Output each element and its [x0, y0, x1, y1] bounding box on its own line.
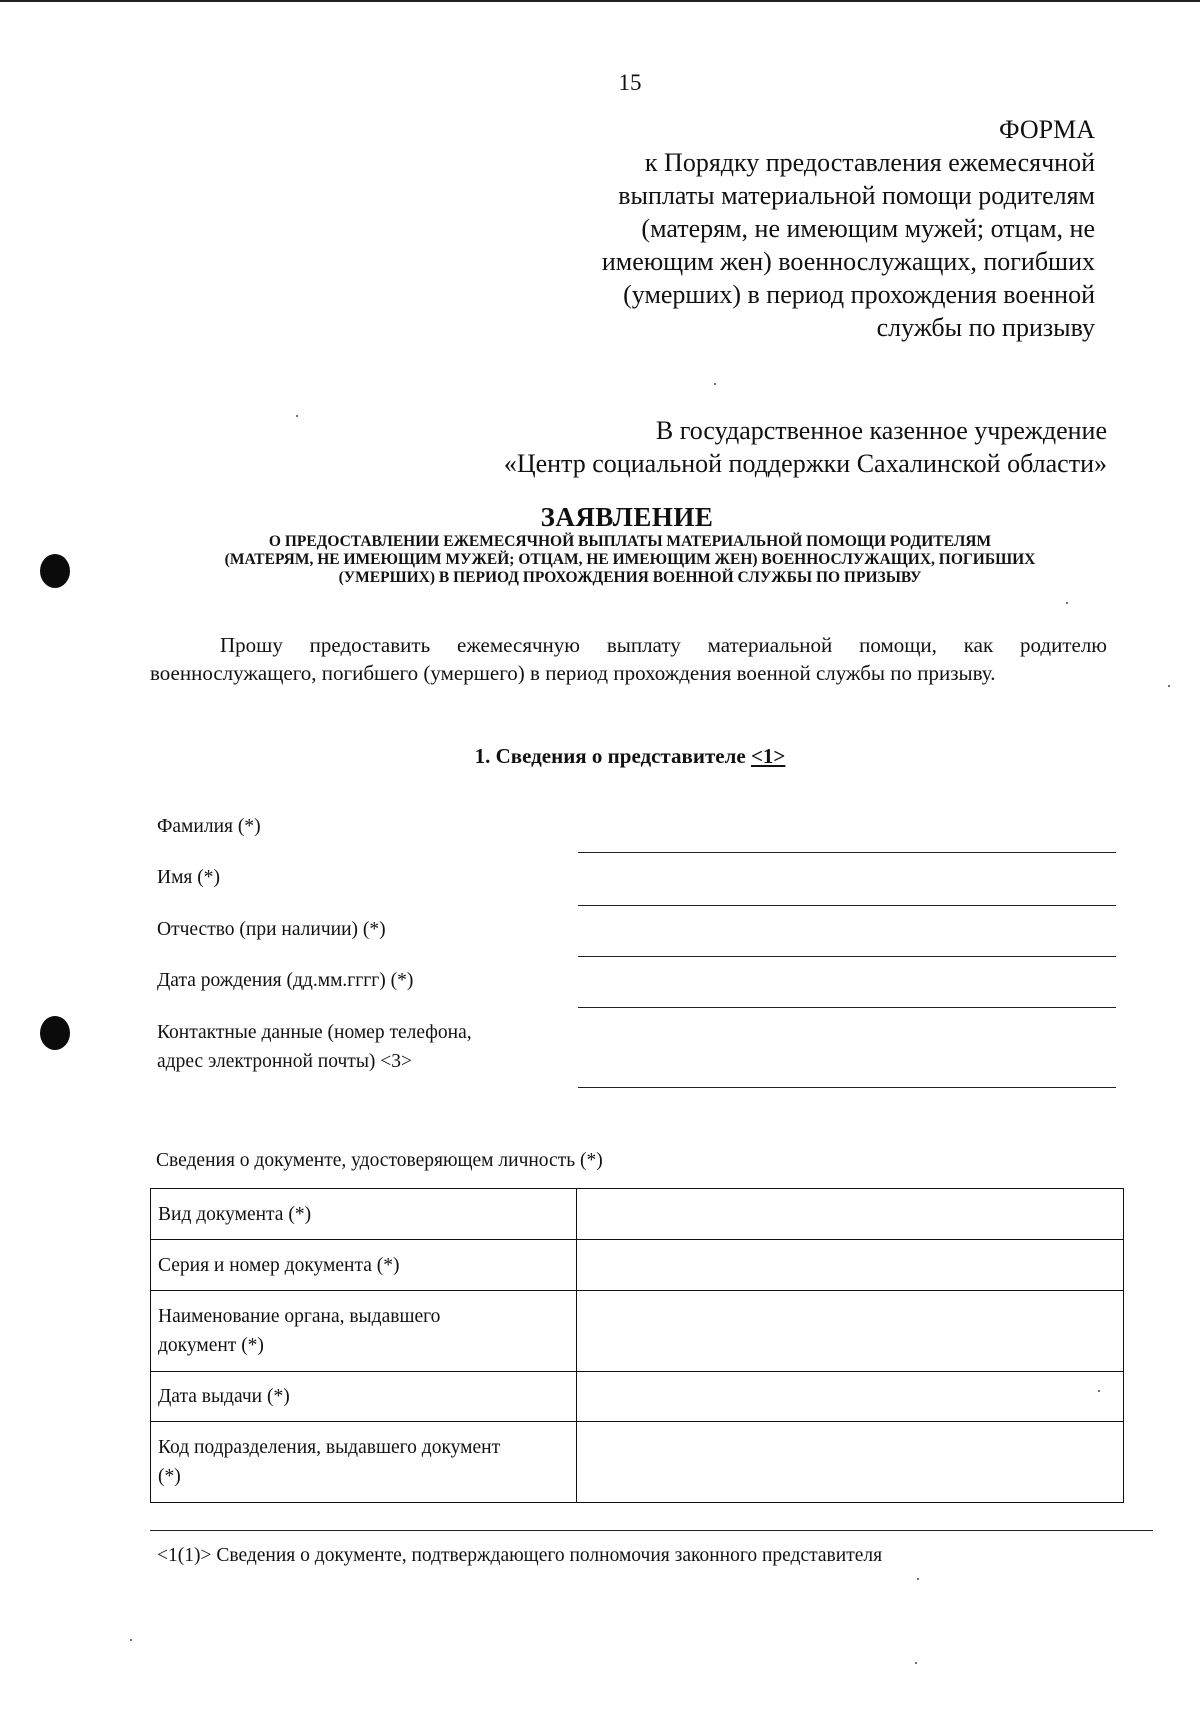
contact-details-label-line: адрес электронной почты) <3>	[157, 1051, 413, 1072]
section-heading	[0, 744, 1200, 769]
birth-date-field[interactable]	[578, 1007, 1116, 1008]
document-subtitle	[140, 533, 1120, 587]
request-paragraph	[150, 631, 1107, 687]
contact-details-label-line: Контактные данные (номер телефона,	[157, 1022, 472, 1043]
division-code-cell[interactable]	[577, 1422, 1124, 1503]
table-row	[151, 1372, 1124, 1422]
table-row	[151, 1189, 1124, 1240]
addressee-line: «Центр социальной поддержки Сахалинской области»	[503, 449, 1107, 478]
first-name-field[interactable]	[578, 905, 1116, 906]
issuing-authority-label-line: документ (*)	[158, 1335, 264, 1356]
footnote-text: <1(1)> Сведения о документе, подтверждающего полномочия законного представителя	[157, 1545, 883, 1566]
table-row	[151, 1422, 1124, 1503]
table-row	[151, 1240, 1124, 1291]
scan-speck	[917, 1578, 919, 1580]
footnote-reference-link[interactable]: <1>	[750, 744, 786, 768]
page-number: 15	[618, 70, 642, 95]
id-document-table	[150, 1188, 1124, 1503]
subtitle-line: О ПРЕДОСТАВЛЕНИИ ЕЖЕМЕСЯЧНОЙ ВЫПЛАТЫ МАТЕРИАЛЬНОЙ ПОМОЩИ РОДИТЕЛЯМ	[268, 533, 992, 550]
scan-speck	[1066, 602, 1068, 604]
punch-hole-upper	[40, 554, 70, 588]
division-code-label	[151, 1422, 577, 1503]
series-number-label: Серия и номер документа (*)	[151, 1240, 577, 1291]
scan-speck	[130, 1639, 132, 1641]
surname-field[interactable]	[578, 852, 1116, 853]
issue-date-label: Дата выдачи (*)	[151, 1372, 577, 1422]
form-reference-line: к Порядку предоставления ежемесячной	[644, 148, 1095, 177]
subtitle-line: (МАТЕРЯМ, НЕ ИМЕЮЩИМ МУЖЕЙ; ОТЦАМ, НЕ ИМЕЮЩИМ ЖЕН) ВОЕННОСЛУЖАЩИХ, ПОГИБШИХ	[224, 551, 1036, 568]
patronymic-label: Отчество (при наличии) (*)	[157, 919, 386, 940]
scan-speck	[714, 383, 716, 385]
document-type-cell[interactable]	[577, 1189, 1124, 1240]
first-name-label: Имя (*)	[157, 867, 221, 888]
series-number-cell[interactable]	[577, 1240, 1124, 1291]
division-code-label-line: (*)	[158, 1466, 181, 1487]
issue-date-cell[interactable]	[577, 1372, 1124, 1422]
contact-details-field[interactable]	[578, 1087, 1116, 1088]
request-text: Прошу предоставить ежемесячную выплату материальной помощи, как родителю военнослужащего, погибшего (умершего) в период прохождения военной службы по призыву.	[150, 633, 1107, 685]
form-reference-line: выплаты материальной помощи родителям	[618, 181, 1095, 210]
issuing-authority-cell[interactable]	[577, 1291, 1124, 1372]
form-reference-line: службы по призыву	[876, 313, 1095, 342]
patronymic-field[interactable]	[578, 956, 1116, 957]
top-edge-rule	[0, 0, 1200, 2]
id-document-caption: Сведения о документе, удостоверяющем личность (*)	[156, 1150, 603, 1171]
form-reference-line: (матерям, не имеющим мужей; отцам, не	[641, 214, 1095, 243]
form-reference-line: имеющим жен) военнослужащих, погибших	[601, 247, 1095, 276]
punch-hole-lower	[40, 1016, 70, 1050]
form-reference	[495, 113, 1095, 344]
subtitle-line: (УМЕРШИХ) В ПЕРИОД ПРОХОЖДЕНИЯ ВОЕННОЙ СЛУЖБЫ ПО ПРИЗЫВУ	[338, 569, 922, 586]
addressee-block	[347, 414, 1107, 480]
surname-label: Фамилия (*)	[157, 816, 261, 837]
contact-details-label	[157, 1018, 472, 1076]
issuing-authority-label-line: Наименование органа, выдавшего	[158, 1306, 441, 1327]
form-reference-line: (умерших) в период прохождения военной	[623, 280, 1095, 309]
scan-speck	[296, 415, 298, 417]
scan-speck	[915, 1662, 917, 1664]
scan-speck	[1168, 685, 1170, 687]
table-row	[151, 1291, 1124, 1372]
form-reference-line: ФОРМА	[999, 115, 1095, 144]
birth-date-label: Дата рождения (дд.мм.гггг) (*)	[157, 970, 414, 991]
division-code-label-line: Код подразделения, выдавшего документ	[158, 1437, 501, 1458]
section-heading-text: 1. Сведения о представителе	[474, 744, 746, 768]
document-title: ЗАЯВЛЕНИЕ	[540, 502, 714, 532]
footnote-separator	[150, 1530, 1153, 1531]
issuing-authority-label	[151, 1291, 577, 1372]
document-type-label: Вид документа (*)	[151, 1189, 577, 1240]
addressee-line: В государственное казенное учреждение	[655, 416, 1107, 445]
